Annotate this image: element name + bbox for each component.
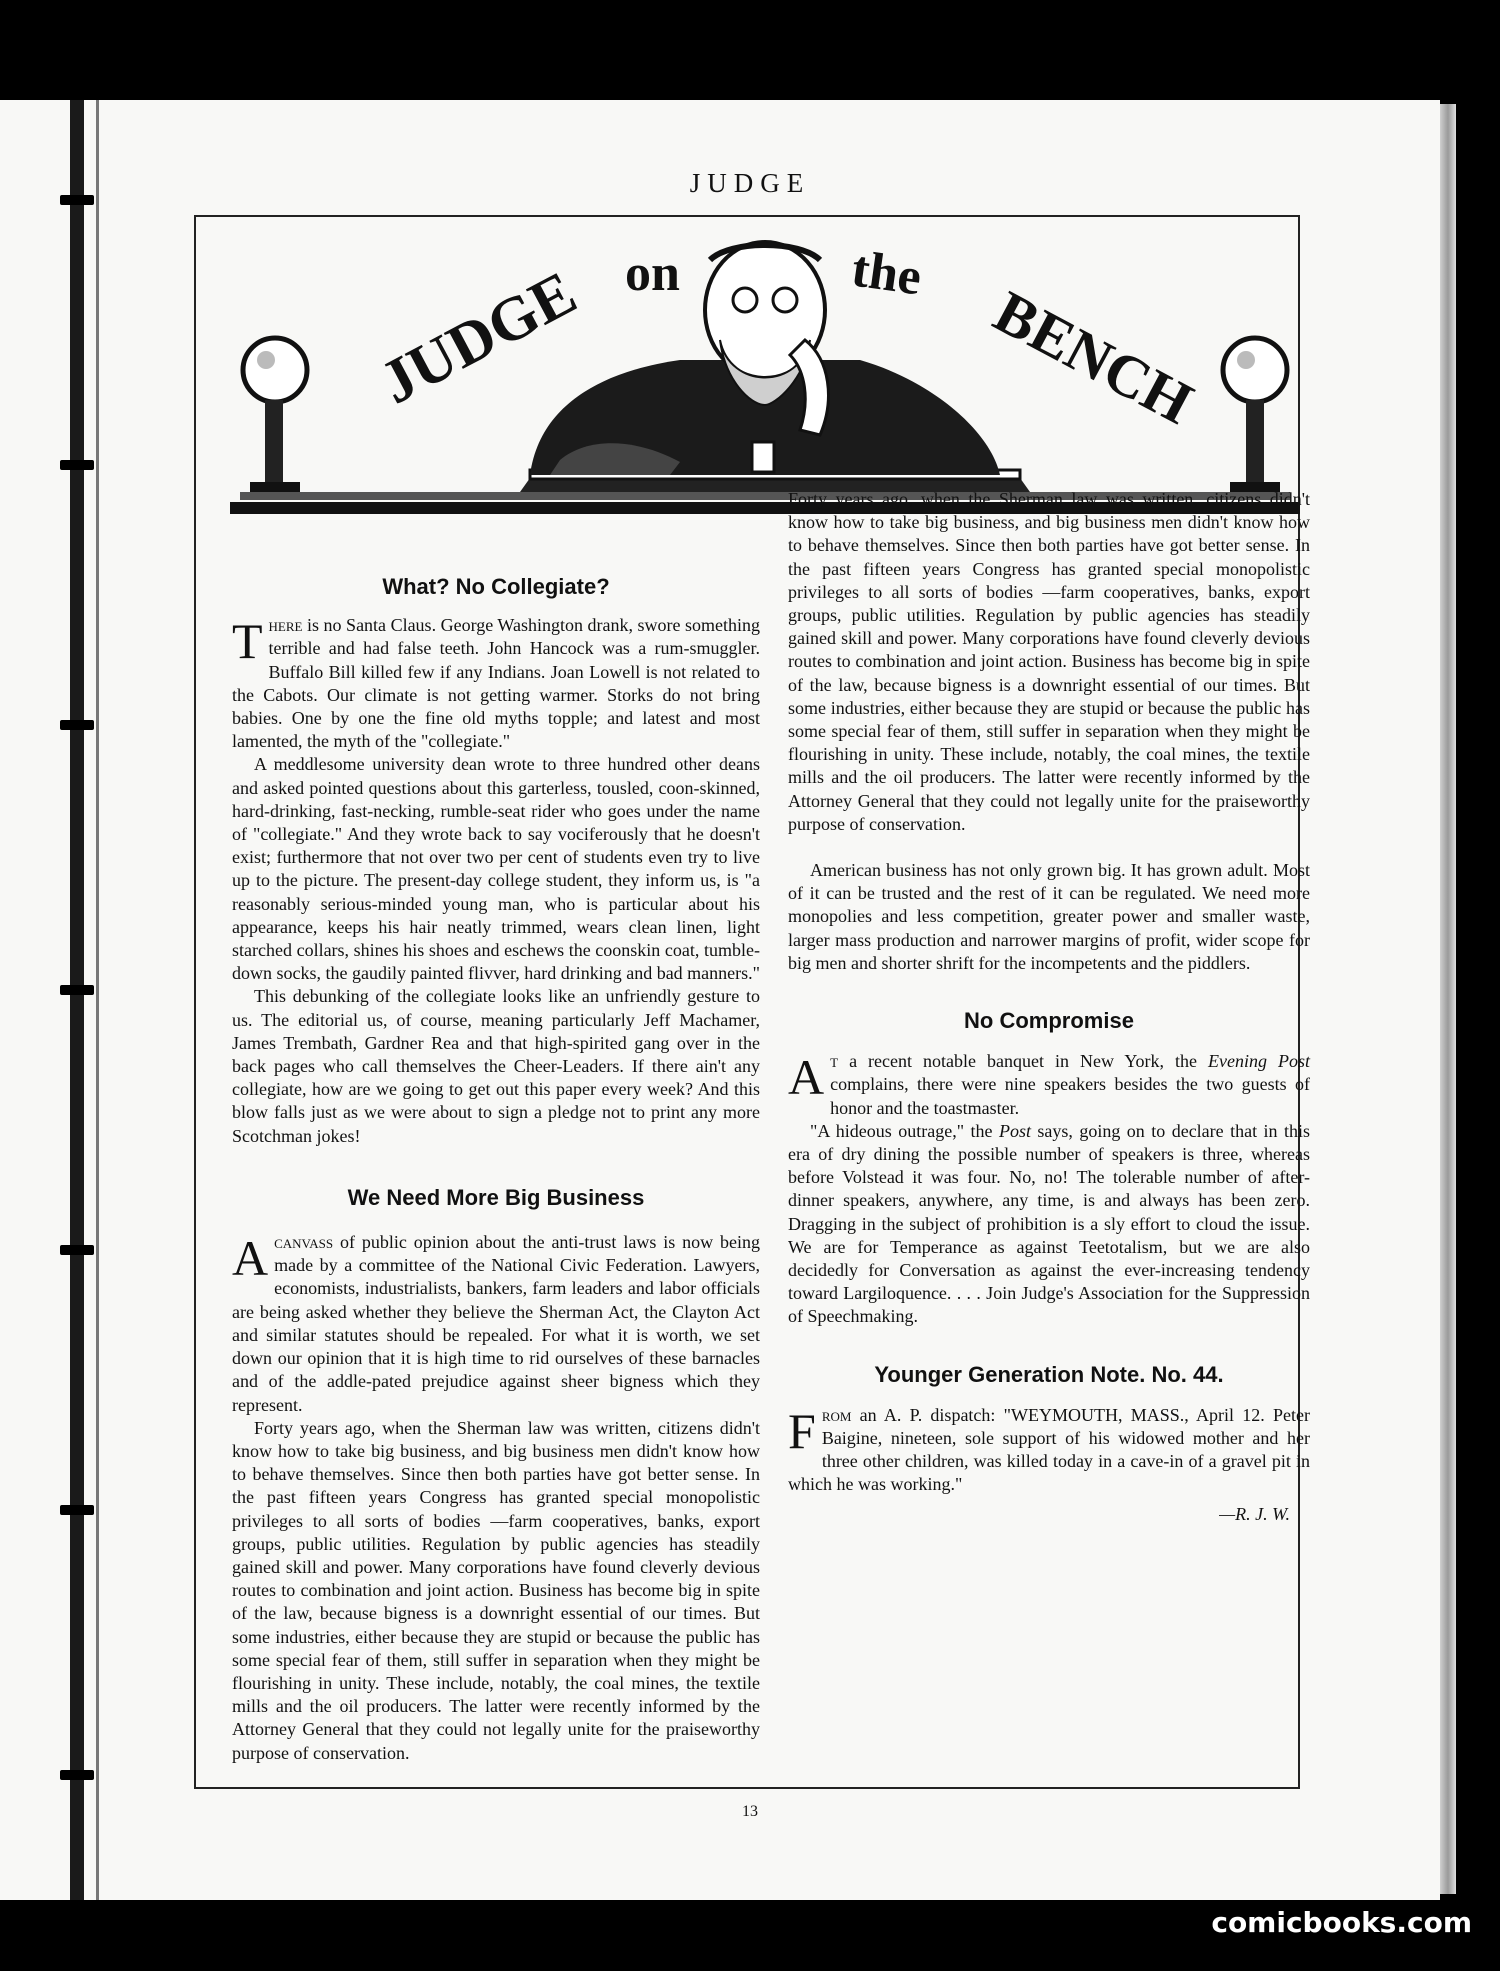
article-paragraph: A meddlesome university dean wrote to three hundred other deans and asked pointed questions about this garterless, tousled, coon-skinned, hard-drinking, fast-necking, rumble-seat rider who goes under the name of "collegiate." And they wrote back to say vociferously that he doesn't exist; furthermore that not over two per cent of students even try to live up to the picture. The present-day college student, they inform us, is "a reasonably serious-minded young man, who is particular about his appearance, keeps his hair neatly trimmed, wears clean linen, light starched collars, shines his shoes and eschews the coonskin coat, tumble-down socks, the gaudily painted flivver, hard drinking and bad manners." — [232, 754, 761, 984]
paragraph-text: is no Santa Claus. George Washington drank, swore something terrible and had false teeth. John Hancock was a rum-smuggler. Buffalo Bill killed few if any Indians. Joan Lowell is not related to the Cabots. Our climate is not getting warmer. Storks do not bring babies. One by one the fine old myths topple; and latest and most lamented, the myth of the "collegiate." — [232, 615, 760, 752]
binding-stitch — [60, 1770, 94, 1780]
article-paragraph — [788, 1404, 1310, 1497]
article-title: No Compromise — [964, 1008, 1134, 1034]
author-signature: —R. J. W. — [1219, 1503, 1290, 1524]
judge-figure-icon — [530, 242, 1000, 475]
publication-name: Evening Post — [1208, 1051, 1310, 1072]
paragraph-text: an A. P. dispatch: "WEYMOUTH, MASS., April 12. Peter Baigine, nineteen, sole support of his widowed mother and her three other children, was killed today in a cave-in of a gravel pit in which he was working." — [788, 1404, 1310, 1495]
binding-gutter-line — [96, 100, 99, 1900]
watermark: comicbooks.com — [1211, 1906, 1472, 1939]
running-head: JUDGE — [689, 168, 811, 198]
article-title: Younger Generation Note. No. 44. — [874, 1361, 1224, 1387]
judge-on-bench-illustration — [230, 230, 1300, 530]
publication-name: Post — [998, 1120, 1031, 1141]
binding-stitch — [60, 985, 94, 995]
article-paragraph-continued — [788, 488, 1310, 859]
binding-stitch — [60, 460, 94, 470]
paragraph-text: Forty years ago, when the Sherman law was written, citizens didn't know how to take big business, and big business men didn't know how to behave themselves. Since then both parties have got better sense. In the past fifteen years Congress has granted special monopolistic privileges to all sorts of bodies —farm cooperatives, banks, export groups, public utilities. Regulation by public agencies has steadily gained skill and power. Many corporations have found cleverly devious routes to combination and joint action. Business has become big in spite of the law, because bigness is a downright essential of our times. But some industries, either because they are stupid or because the public has some special fear of them, still suffer in separation when they might be flourishing in unity. These include, notably, the coal mines, the textile mills and the oil producers. The latter were recently informed by the Attorney General that they could not legally unite for the praiseworthy purpose of conservation. — [232, 1417, 760, 1763]
masthead-illustration — [230, 230, 1300, 530]
article-paragraph: American business has not only grown big. It has grown adult. Most of it can be trusted and the rest of it can be regulated. We need more monopolies and less competition, greater power and smaller waste, larger mass production and narrower margins of profit, wider scope for big men and shorter shrift for the incompetents and the piddlers. — [788, 860, 1310, 973]
drop-cap: F — [788, 1402, 816, 1459]
lead-word: canvass — [274, 1232, 334, 1253]
paragraph-text: "A hideous outrage," the — [810, 1120, 999, 1141]
article-paragraph — [232, 614, 760, 753]
binding-stitch — [60, 720, 94, 730]
paragraph-text: of public opinion about the anti-trust laws is now being made by a committee of the National Civic Federation. Lawyers, economists, industrialists, bankers, farm leaders and labor officials are being asked whether they believe the Sherman Act, the Clayton Act and similar statutes should be repealed. For what it is worth, we set down our opinion that it is high time to rid ourselves of these barnacles and of the addle-pated prejudice against sheer bigness which they represent. — [232, 1232, 760, 1415]
page-number: 13 — [742, 1803, 758, 1820]
article-paragraph — [232, 1417, 760, 1763]
lead-word: t — [830, 1051, 839, 1072]
right-lamp-icon — [1223, 338, 1287, 492]
binding-stitch — [60, 1245, 94, 1255]
left-column — [232, 574, 761, 1763]
paragraph-text: Forty years ago, when the Sherman law was written, citizens didn't know how to take big business, and big business men didn't know how to behave themselves. Since then both parties have got better sense. In the past fifteen years Congress has granted special monopolistic privileges to all sorts of bodies —farm cooperatives, banks, export groups, public utilities. Regulation by public agencies has steadily gained skill and power. Many corporations have found cleverly devious routes to combination and joint action. Business has become big in spite of the law, because bigness is a downright essential of our times. But some industries, either because they are stupid or because the public has some special fear of them, still suffer in separation when they might be flourishing in unity. These include, notably, the coal mines, the textile mills and the oil producers. The latter were recently informed by the Attorney General that they could not legally unite for the praiseworthy purpose of conservation. — [788, 489, 1310, 834]
svg-text:JUDGE: JUDGE — [369, 258, 588, 418]
article-paragraph — [788, 1050, 1310, 1120]
article-paragraph — [232, 1231, 760, 1417]
article-title: What? No Collegiate? — [382, 574, 610, 599]
binding-stitch — [60, 1505, 94, 1515]
paragraph-text: complains, there were nine speakers besides the two guests of honor and the toastmaster. — [830, 1074, 1310, 1118]
svg-text:the: the — [848, 240, 925, 307]
svg-text:on: on — [625, 245, 680, 302]
binding-spine — [70, 100, 84, 1900]
paragraph-text: says, going on to declare that in this era of dry dining the possible number of speakers is three, whereas before Volstead it was four. No, no! The tolerable number of after-dinner speakers, anywhere, any time, is and always has been zero. Dragging in the subject of prohibition is a sly effort to cloud the issue. We are for Temperance as against Teetotalism, but we are also decidedly for Conversation as against the ever-increasing tendency toward Largiloquence. . . . Join Judge's Association for the Suppression of Speechmaking. — [788, 1120, 1310, 1327]
left-lamp-icon — [243, 338, 307, 492]
paragraph-text: a recent notable banquet in New York, the — [838, 1051, 1209, 1072]
drop-cap: A — [788, 1049, 825, 1106]
right-column — [788, 489, 1310, 1526]
drop-cap: A — [232, 1230, 269, 1287]
article-paragraph — [788, 1120, 1310, 1329]
page-edge — [1440, 104, 1456, 1894]
article-title: We Need More Big Business — [347, 1184, 645, 1210]
article-paragraph: This debunking of the collegiate looks like an unfriendly gesture to us. The editorial us, of course, meaning particularly Jeff Machamer, James Trembath, Gardner Rea and that high-spirited gang over in the back pages who call themselves the Cheer-Leaders. If there ain't any collegiate, how are we going to get out this paper every week? And this blow falls just as we were about to sign a pledge not to print any more Scotchman jokes! — [232, 986, 760, 1146]
lead-word: here — [268, 615, 303, 636]
svg-text:BENCH: BENCH — [983, 278, 1204, 437]
lead-word: rom — [821, 1404, 852, 1425]
drop-cap: T — [232, 613, 263, 670]
